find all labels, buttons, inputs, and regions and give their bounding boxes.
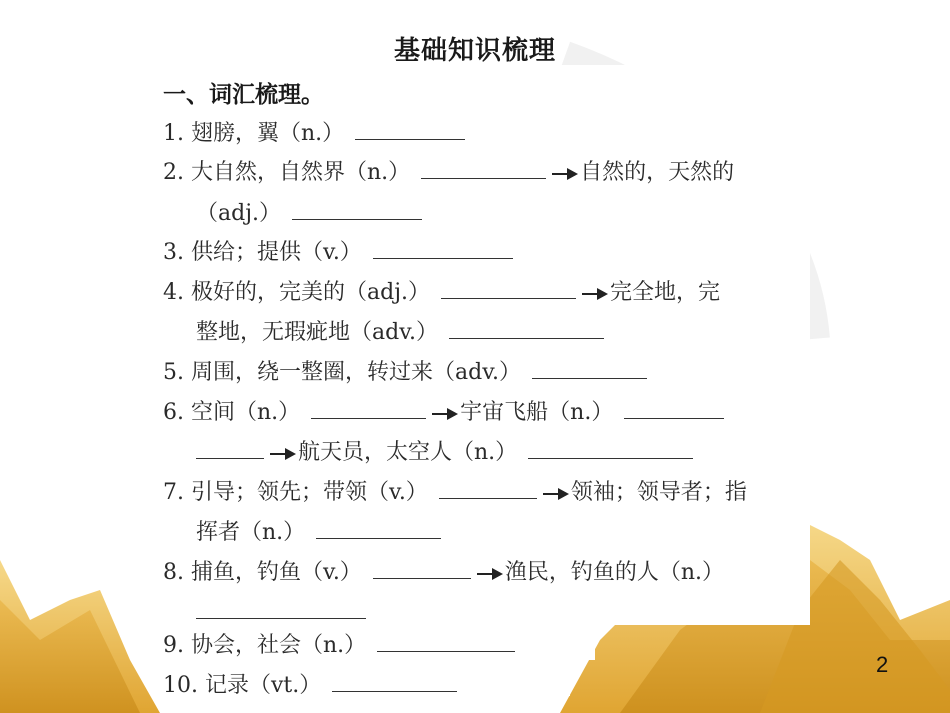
derived-text-cont: 整地，无瑕疵地（adv.） (196, 320, 439, 345)
item-number: 10. (163, 673, 198, 698)
derived-text-2: 航天员，太空人（n.） (298, 440, 518, 465)
answer-blank[interactable] (311, 394, 426, 419)
answer-blank[interactable] (624, 394, 724, 419)
item-text: 周围，绕一整圈，转过来（adv.） (191, 360, 522, 385)
item-8-cont (196, 594, 370, 628)
answer-blank[interactable] (373, 234, 513, 259)
page-title: 基础知识梳理 (393, 36, 556, 66)
arrow-right-icon (552, 162, 578, 184)
derived-text: 自然的，天然的 (580, 160, 735, 185)
answer-blank[interactable] (196, 594, 366, 619)
answer-blank[interactable] (439, 474, 537, 499)
answer-blank[interactable] (355, 115, 465, 140)
item-text: 记录（vt.） (205, 673, 322, 698)
answer-blank[interactable] (449, 314, 604, 339)
item-number: 9. (163, 633, 184, 658)
item-number: 3. (163, 240, 184, 265)
arrow-right-icon (477, 562, 503, 584)
answer-blank[interactable] (421, 154, 546, 179)
answer-blank[interactable] (373, 554, 471, 579)
item-text: 大自然，自然界（n.） (191, 160, 411, 185)
item-1 (163, 115, 469, 149)
item-5 (163, 354, 651, 388)
answer-blank[interactable] (377, 627, 515, 652)
derived-text: 宇宙飞船（n.） (460, 400, 614, 425)
answer-blank[interactable] (441, 274, 576, 299)
item-number: 1. (163, 121, 184, 146)
item-4-cont (196, 314, 608, 348)
item-text: 捕鱼，钓鱼（v.） (191, 560, 362, 585)
item-number: 8. (163, 560, 184, 585)
item-text: 协会，社会（n.） (191, 633, 367, 658)
item-number: 5. (163, 360, 184, 385)
item-8 (163, 554, 724, 588)
derived-text: 渔民，钓鱼的人（n.） (504, 560, 724, 585)
item-text: 空间（n.） (191, 400, 301, 425)
item-text: 供给；提供（v.） (191, 240, 362, 265)
item-number: 6. (163, 400, 184, 425)
derived-text-cont: 挥者（n.） (196, 520, 306, 545)
item-6-cont (196, 434, 697, 468)
section-heading: 一、词汇梳理。 (163, 82, 324, 108)
item-6 (163, 394, 728, 428)
answer-blank[interactable] (316, 514, 441, 539)
item-text: 极好的，完美的（adj.） (191, 280, 431, 305)
item-10 (163, 667, 461, 701)
item-4 (163, 274, 720, 308)
arrow-right-icon (432, 402, 458, 424)
derived-text: 领袖；领导者；指 (570, 480, 747, 505)
item-text: 引导；领先；带领（v.） (191, 480, 428, 505)
item-number: 4. (163, 280, 184, 305)
answer-blank[interactable] (332, 667, 457, 692)
item-number: 2. (163, 160, 184, 185)
item-text: 翅膀，翼（n.） (191, 121, 345, 146)
item-3 (163, 234, 517, 268)
derived-text: 完全地，完 (610, 280, 721, 305)
arrow-right-icon (270, 442, 296, 464)
answer-blank[interactable] (528, 434, 693, 459)
item-7-cont (196, 514, 445, 548)
answer-blank[interactable] (532, 354, 647, 379)
derived-text-cont: （adj.） (196, 201, 282, 226)
page-number: 2 (876, 652, 889, 677)
arrow-right-icon (582, 282, 608, 304)
arrow-right-icon (543, 482, 569, 504)
item-7 (163, 474, 747, 508)
answer-blank[interactable] (292, 195, 422, 220)
answer-blank[interactable] (196, 434, 264, 459)
item-2 (163, 154, 734, 188)
item-9 (163, 627, 519, 661)
item-2-cont (196, 195, 426, 229)
item-number: 7. (163, 480, 184, 505)
